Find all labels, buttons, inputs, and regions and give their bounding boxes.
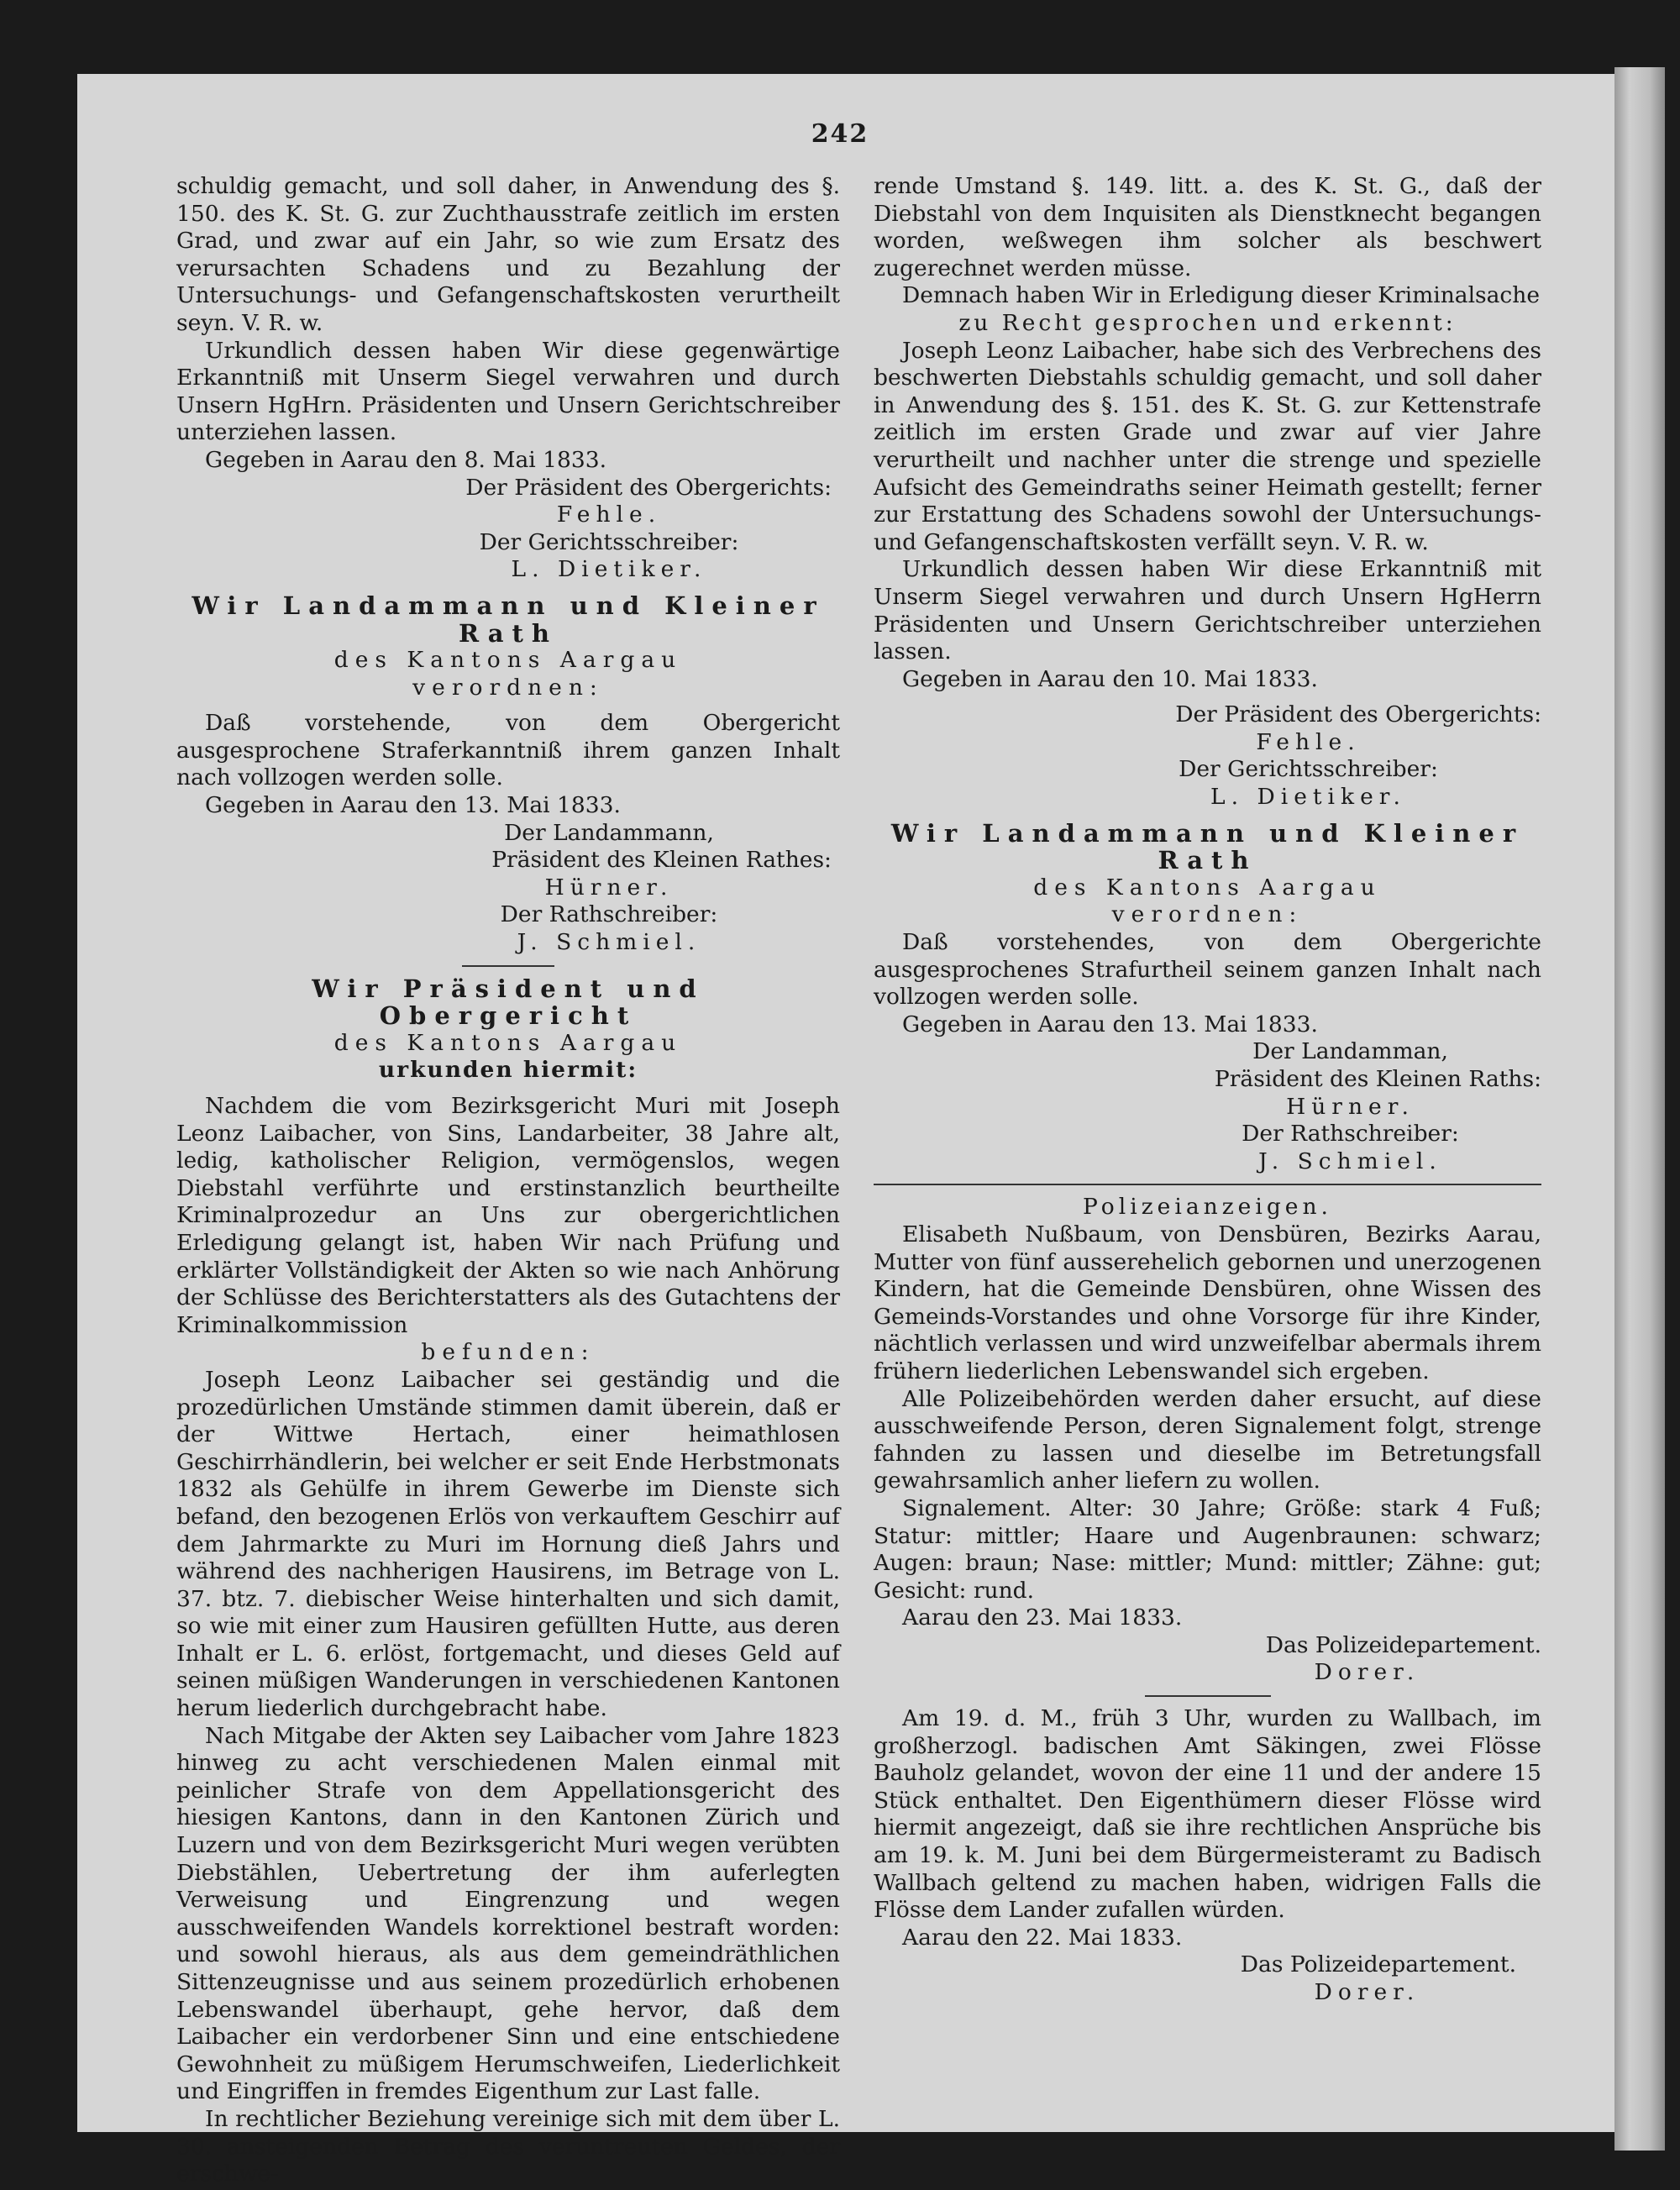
right-divider-2 xyxy=(1145,1695,1271,1697)
right-date-4: Aarau den 22. Mai 1833. xyxy=(902,1924,1183,1951)
right-sig4-name: Dorer. xyxy=(1314,1979,1420,2005)
right-heading-1a: Wir Landammann und Kleiner Rath xyxy=(890,818,1525,875)
left-date-1: Gegeben in Aarau den 8. Mai 1833. xyxy=(205,446,607,473)
right-paragraph-2b: zu Recht gesprochen und erkennt: xyxy=(958,309,1457,336)
left-sig1b-name: L. Dietiker. xyxy=(511,556,707,583)
left-sig2b-title: Der Rathschreiber: xyxy=(500,901,718,928)
left-sig2b-name: J. Schmiel. xyxy=(517,929,701,956)
left-divider xyxy=(462,965,554,967)
right-sig1b-name: L. Dietiker. xyxy=(1210,784,1406,811)
left-heading-2b: des Kantons Aargau xyxy=(333,1029,683,1056)
right-date-2: Gegeben in Aarau den 13. Mai 1833. xyxy=(902,1011,1318,1037)
left-paragraph-5: Joseph Leonz Laibacher sei geständig und die prozedürlichen Umstände stimmen damit überein, daß er der Wittwe Hertach, einer heimathlosen Geschirrhändlerin, bei welcher er seit Ende Herbstmonats 1832 als Gehülfe in ihrem Gewerbe im Dienste sich befand, den bezogenen Erlös von verkauftem Geschirr auf dem Jahrmarkte zu Muri im Hornung dieß Jahrs und während des nachherigen Hausirens, im Betrage von L. 37. btz. 7. diebischer Weise hinterhalten und sich damit, so wie mit einer zum Hausiren gefüllten Hutte, aus deren Inhalt er L. 6. erlöst, fortgemacht, und dieses Geld auf seinen müßigen Wanderungen in verschiedenen Kantonen herum liederlich durchgebracht habe. xyxy=(176,1366,840,1722)
left-paragraph-4: Nachdem die vom Bezirksgericht Muri mit Joseph Leonz Laibacher, von Sins, Landarbeiter, 38 Jahre alt, ledig, katholischer Religion, vermögenslos, wegen Diebstahl verführte und erstinstanzlich beurtheilte Kriminalprozedur an Uns zur obergerichtlichen Erledigung gelangt ist, haben Wir nach Prüfung und erklärter Vollständigkeit der Akten so wie nach Anhörung der Schlüsse des Berichterstatters als des Gutachtens der Kriminalkommission xyxy=(176,1093,840,1338)
right-sig2b-title: Der Rathschreiber: xyxy=(1242,1121,1459,1148)
left-paragraph-3: Daß vorstehende, von dem Obergericht ausgesprochene Straferkanntniß ihrem ganzen Inhalt nach vollzogen werden solle. xyxy=(176,710,840,791)
right-sig2b-name: J. Schmiel. xyxy=(1258,1148,1442,1174)
left-sig1b-title: Der Gerichtsschreiber: xyxy=(479,528,739,555)
next-page-edge xyxy=(1614,67,1665,2151)
left-paragraph-1: schuldig gemacht, und soll daher, in Anwendung des §. 150. des K. St. G. zur Zuchthausstrafe zeitlich im ersten Grad, und zwar auf ein Jahr, so wie zum Ersatz des verursachten Schadens und zu Bezahlung der Untersuchungs- und Gefangenschaftskosten verurtheilt seyn. V. R. w. xyxy=(176,173,840,336)
right-date-3: Aarau den 23. Mai 1833. xyxy=(902,1604,1183,1631)
left-paragraph-2: Urkundlich dessen haben Wir diese gegenwärtige Erkanntniß mit Unserm Siegel verwahren und durch Unsern HgHrn. Präsidenten und Unsern Gerichtschreiber unterziehen lassen. xyxy=(176,337,840,446)
left-paragraph-6: Nach Mitgabe der Akten sey Laibacher vom Jahre 1823 hinweg zu acht verschiedenen Malen einmal mit peinlicher Strafe von dem Appellationsgericht des hiesigen Kantons, dann in den Kantonen Zürich und Luzern und von dem Bezirksgericht Muri wegen verübten Diebstählen, Uebertretung der ihm auferlegten Verweisung und Eingrenzung und wegen ausschweifenden Wandels korrektionel bestraft worden: und sowohl hieraus, als aus dem gemeindräthlichen Sittenzeugnisse und aus seinem prozedürlich erhobenen Lebenswandel überhaupt, gehe hervor, daß dem Laibacher ein verdorbener Sinn und eine entschiedene Gewohnheit zu müßigem Herumschweifen, Liederlichkeit und Eingriffen in fremdes Eigenthum zur Last falle. xyxy=(176,1722,840,2105)
left-sig2-name: Hürner. xyxy=(544,874,674,901)
left-column xyxy=(176,173,840,2188)
left-heading-2c: urkunden hiermit: xyxy=(378,1057,638,1084)
right-heading-2: Polizeianzeigen. xyxy=(1083,1194,1332,1221)
left-heading-1c: verordnen: xyxy=(412,674,604,701)
right-paragraph-3: Joseph Leonz Laibacher, habe sich des Verbrechens des beschwerten Diebstahls schuldig gemacht, und soll daher in Anwendung des §. 151. des K. St. G. zur Kettenstrafe zeitlich im ersten Grade und zwar auf vier Jahre verurtheilt und nachher unter die strenge und spezielle Aufsicht des Gemeindraths seiner Heimath gestellt; ferner zur Erstattung des Schadens sowohl der Untersuchungs- und Gefangenschaftskosten verfällt seyn. V. R. w. xyxy=(874,337,1541,555)
right-column xyxy=(874,173,1541,2007)
right-paragraph-5: Daß vorstehendes, von dem Obergerichte ausgesprochenes Strafurtheil seinem ganzen Inhalt nach vollzogen werden solle. xyxy=(874,929,1541,1011)
left-heading-3: befunden: xyxy=(421,1339,596,1366)
right-paragraph-1: rende Umstand §. 149. litt. a. des K. St. G., daß der Diebstahl von dem Inquisiten als Dienstknecht begangen worden, weßwegen ihm solcher als beschwert zugerechnet werden müsse. xyxy=(874,173,1541,281)
right-sig2-title-1: Der Landamman, xyxy=(1252,1038,1448,1065)
right-sig4-title: Das Polizeidepartement. xyxy=(1240,1951,1516,1978)
right-paragraph-4: Urkundlich dessen haben Wir diese Erkanntniß mit Unserm Siegel verwahren und durch Unsern HgHerrn Präsidenten und Unsern Gerichtschreiber unterziehen lassen. xyxy=(874,556,1541,665)
right-sig2-title-2: Präsident des Kleinen Raths: xyxy=(1214,1066,1541,1092)
right-sig2-name: Hürner. xyxy=(1286,1093,1415,1120)
left-heading-1b: des Kantons Aargau xyxy=(333,647,683,674)
left-sig1-name: Fehle. xyxy=(556,502,662,528)
right-sig3-title: Das Polizeidepartement. xyxy=(1265,1631,1541,1658)
right-sig1b-title: Der Gerichtsschreiber: xyxy=(1179,756,1438,783)
right-sig1-title: Der Präsident des Obergerichts: xyxy=(1175,701,1541,728)
right-sig1-name: Fehle. xyxy=(1256,728,1361,755)
right-paragraph-9: Am 19. d. M., früh 3 Uhr, wurden zu Wallbach, im großherzogl. badischen Amt Säkingen, zwei Flösse Bauholz gelandet, wovon der eine 11 und der andere 15 Stück enthaltet. Den Eigenthümern dieser Flösse wird hiermit angezeigt, daß sie ihre rechtlichen Ansprüche bis am 19. k. M. Juni bei dem Bürgermeisteramt zu Badisch Wallbach geltend zu machen haben, widrigen Falls die Flösse dem Lander zufallen würden. xyxy=(874,1705,1541,1924)
left-paragraph-7: In rechtlicher Beziehung vereinige sich mit dem über L. 30. ansteigenden Betrag des veruntreuten Geldes, der erschwe- xyxy=(176,2105,840,2187)
left-heading-1a: Wir Landammann und Kleiner Rath xyxy=(192,591,825,648)
right-paragraph-2a: Demnach haben Wir in Erledigung dieser Kriminalsache xyxy=(902,282,1541,309)
right-paragraph-8: Signalement. Alter: 30 Jahre; Größe: stark 4 Fuß; Statur: mittler; Haare und Augenbraunen: schwarz; Augen: braun; Nase: mittler; Mund: mittler; Zähne: gut; Gesicht: rund. xyxy=(874,1494,1541,1604)
right-date-1: Gegeben in Aarau den 10. Mai 1833. xyxy=(902,665,1318,692)
left-sig1-title: Der Präsident des Obergerichts: xyxy=(465,474,832,501)
right-heading-1b: des Kantons Aargau xyxy=(1033,874,1382,901)
left-sig2-title-1: Der Landammann, xyxy=(504,819,714,846)
right-paragraph-7: Alle Polizeibehörden werden daher ersucht, auf diese ausschweifende Person, deren Signalement folgt, strenge fahnden zu lassen und dieselbe im Betretungsfall gewahrsamlich anher liefern zu wollen. xyxy=(874,1385,1541,1494)
left-date-2: Gegeben in Aarau den 13. Mai 1833. xyxy=(205,792,621,819)
right-heading-1c: verordnen: xyxy=(1111,901,1304,928)
left-heading-2a: Wir Präsident und Obergericht xyxy=(312,974,705,1031)
right-divider-1 xyxy=(874,1184,1541,1185)
right-sig3-name: Dorer. xyxy=(1314,1659,1420,1686)
page-number: 242 xyxy=(811,119,869,149)
right-paragraph-6: Elisabeth Nußbaum, von Densbüren, Bezirks Aarau, Mutter von fünf ausserehelich gebornen und unerzogenen Kindern, hat die Gemeinde Densbüren, ohne Wissen des Gemeinds-Vorstandes und ohne Vorsorge für ihre Kinder, nächtlich verlassen und wird unzweifelbar abermals ihrem frühern liederlichen Lebenswandel sich ergeben. xyxy=(874,1221,1541,1384)
left-sig2-title-2: Präsident des Kleinen Rathes: xyxy=(491,847,832,874)
